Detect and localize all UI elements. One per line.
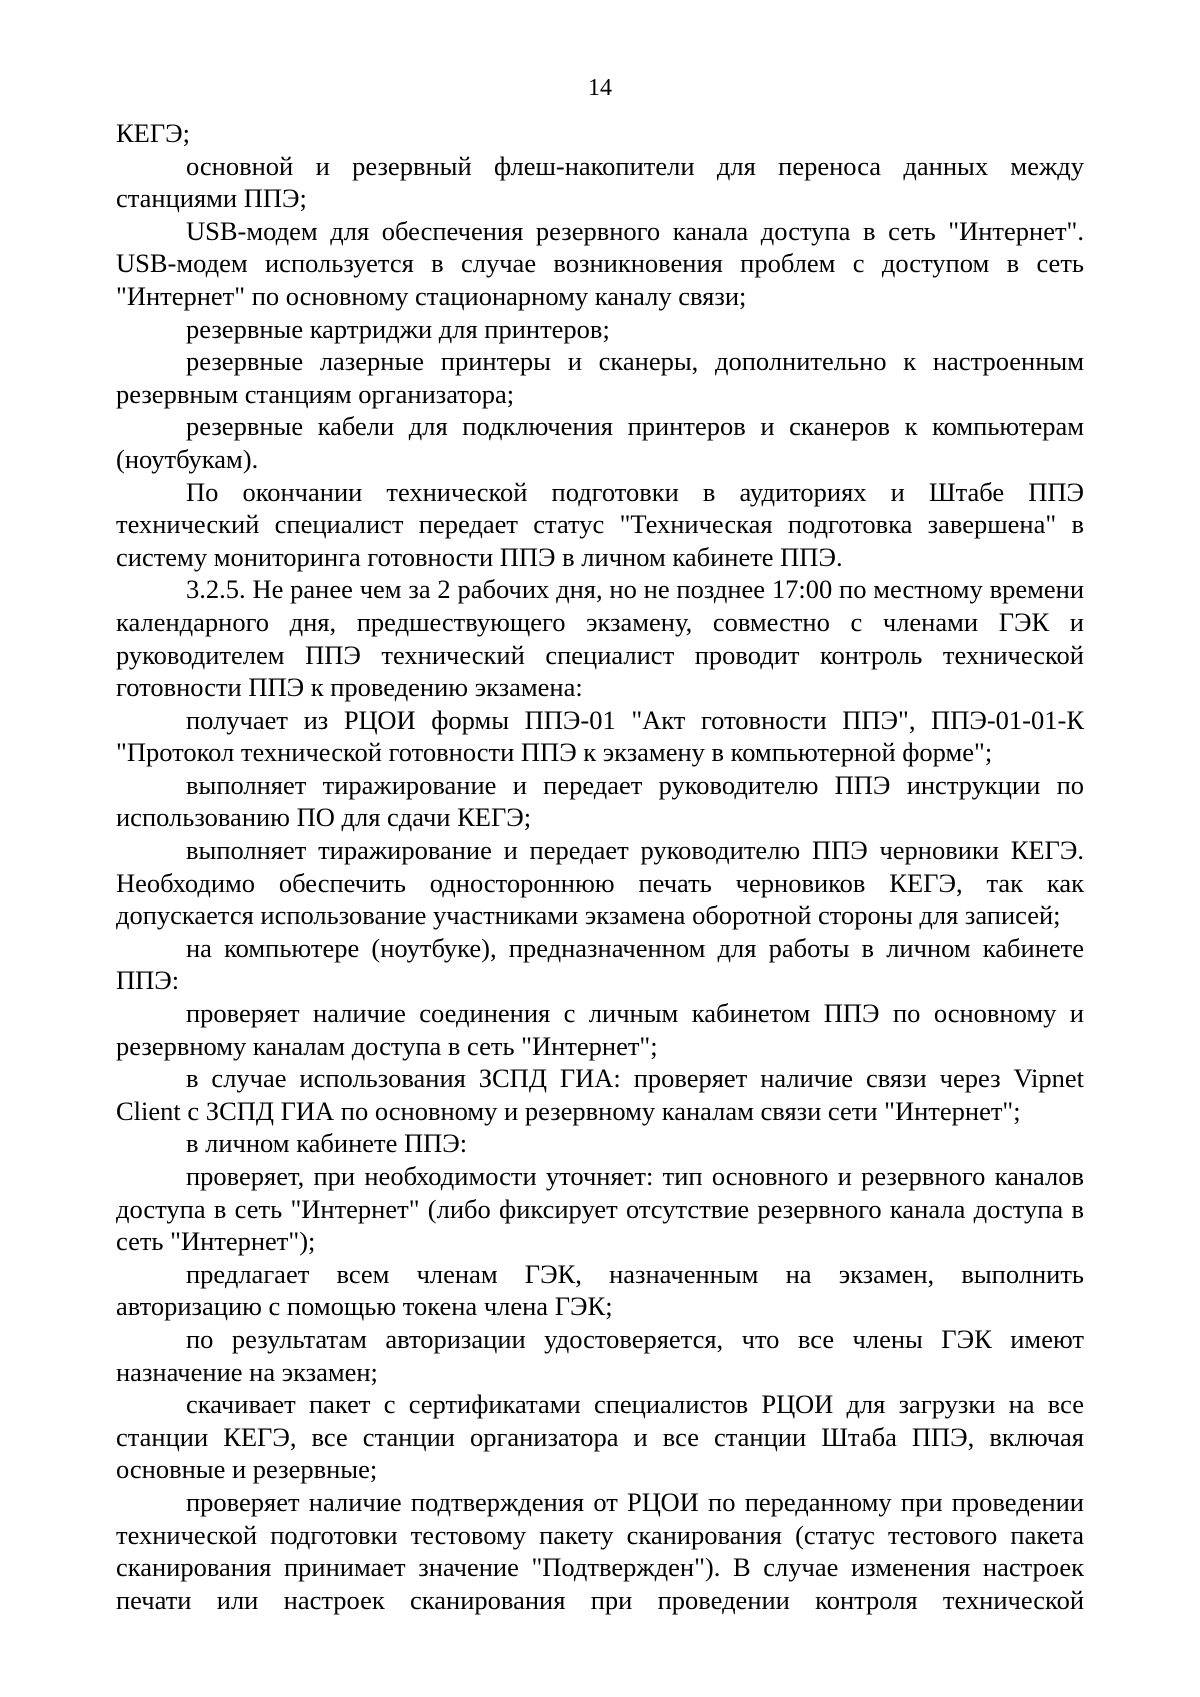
paragraph-forms: получает из РЦОИ формы ППЭ-01 "Акт готовности ППЭ", ППЭ-01-01-К "Протокол технической готовности ППЭ к экзамену в компьютерной форме"; [116,704,1084,768]
paragraph-section-3-2-5: 3.2.5. Не ранее чем за 2 рабочих дня, но не позднее 17:00 по местному времени календарного дня, предшествующего экзамену, совместно с членами ГЭК и руководителем ППЭ технический специалист проводит контроль технической готовности ППЭ к проведению экзамена: [116,574,1084,703]
paragraph-flash-drives: основной и резервный флеш-накопители для переноса данных между станциями ППЭ; [116,150,1084,214]
page-number: 14 [588,75,612,101]
paragraph-vipnet: в случае использования ЗСПД ГИА: проверяет наличие связи через Vipnet Client с ЗСПД ГИА по основному и резервному каналам связи сети "Интернет"; [116,1063,1084,1126]
paragraph-cabinet: в личном кабинете ППЭ: [186,1128,468,1159]
paragraph-computer: на компьютере (ноутбуке), предназначенном для работы в личном кабинете ППЭ: [116,932,1084,996]
paragraph-usb-modem: USB-модем для обеспечения резервного канала доступа в сеть "Интернет". USB-модем используется в случае возникновения проблем с доступом в сеть "Интернет" по основному стационарному каналу связи; [116,215,1084,311]
paragraph-authorization: предлагает всем членам ГЭК, назначенным на экзамен, выполнить авторизацию с помощью токена члена ГЭК; [116,1258,1084,1322]
paragraph-continuation: КЕГЭ; [116,118,191,148]
paragraph-printers-scanners: резервные лазерные принтеры и сканеры, дополнительно к настроенным резервным станциям организатора; [116,346,1084,409]
paragraph-certificates: скачивает пакет с сертификатами специалистов РЦОИ для загрузки на все станции КЕГЭ, все станции организатора и все станции Штаба ППЭ, включая основные и резервные; [116,1389,1084,1485]
paragraph-connection: проверяет наличие соединения с личным кабинетом ППЭ по основному и резервному каналам доступа в сеть "Интернет"; [116,998,1084,1061]
paragraph-assignment: по результатам авторизации удостоверяется, что все члены ГЭК имеют назначение на экзамен; [116,1323,1084,1387]
paragraph-status: По окончании технической подготовки в аудиториях и Штабе ППЭ технический специалист передает статус "Техническая подготовка завершена" в систему мониторинга готовности ППЭ в личном кабинете ППЭ. [116,476,1084,572]
paragraph-drafts: выполняет тиражирование и передает руководителю ППЭ черновики КЕГЭ. Необходимо обеспечить одностороннюю печать черновиков КЕГЭ, так как допускается использование участниками экзамена оборотной стороны для записей; [116,835,1084,931]
paragraph-scan-package: проверяет наличие подтверждения от РЦОИ по переданному при проведении технической подготовки тестовому пакету сканирования (статус тестового пакета сканирования принимает значение "Подтвержден"). В случае изменения настроек печати или настроек сканирования при проведении контроля технической [116,1486,1084,1615]
paragraph-instructions: выполняет тиражирование и передает руководителю ППЭ инструкции по использованию ПО для сдачи КЕГЭ; [116,769,1084,833]
paragraph-cartridges: резервные картриджи для принтеров; [186,313,610,344]
paragraph-channel-type: проверяет, при необходимости уточняет: тип основного и резервного каналов доступа в сеть "Интернет" (либо фиксирует отсутствие резервного канала доступа в сеть "Интернет"); [116,1161,1084,1257]
paragraph-cables: резервные кабели для подключения принтеров и сканеров к компьютерам (ноутбукам). [116,411,1084,474]
document-body [116,117,1084,1616]
